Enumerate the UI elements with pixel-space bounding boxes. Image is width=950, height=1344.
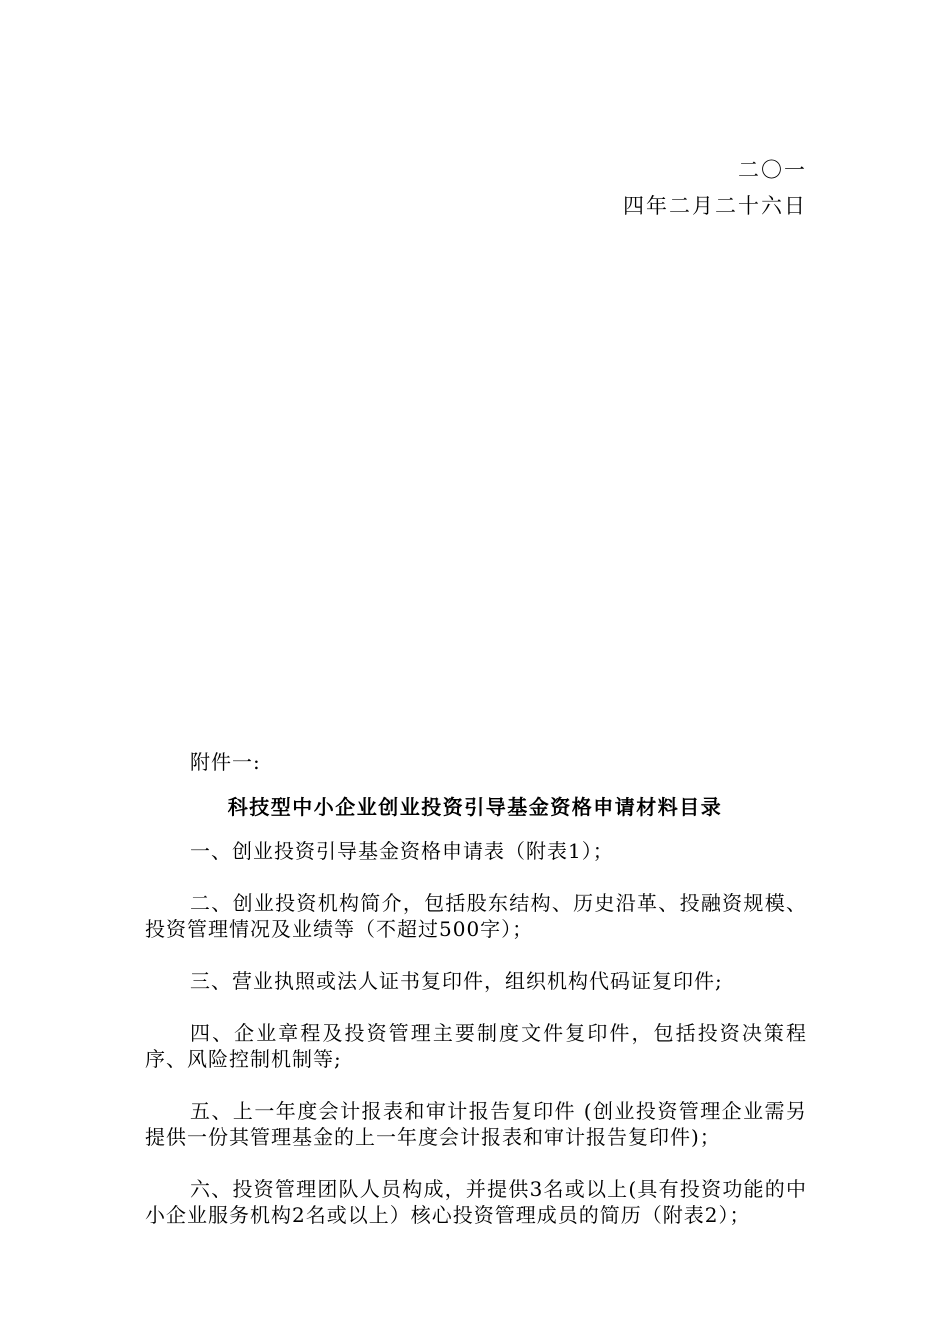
materials-list bbox=[145, 838, 807, 1254]
list-item: 二、创业投资机构简介，包括股东结构、历史沿革、投融资规模、投资管理情况及业绩等（不超过500字）； bbox=[145, 891, 807, 941]
list-item: 六、投资管理团队人员构成，并提供3名或以上(具有投资功能的中小企业服务机构2名或以上）核心投资管理成员的简历（附表2）； bbox=[145, 1177, 807, 1227]
document-title: 科技型中小企业创业投资引导基金资格申请材料目录 bbox=[227, 795, 723, 819]
attachment-label: 附件一: bbox=[190, 750, 261, 774]
list-item: 一、创业投资引导基金资格申请表（附表1）； bbox=[190, 839, 614, 863]
date-line-year-start: 二〇一 bbox=[738, 158, 807, 182]
list-item: 四、企业章程及投资管理主要制度文件复印件，包括投资决策程序、风险控制机制等; bbox=[145, 1021, 807, 1071]
date-line-rest: 四年二月二十六日 bbox=[623, 194, 807, 218]
date-block bbox=[623, 152, 807, 224]
list-item: 三、营业执照或法人证书复印件，组织机构代码证复印件; bbox=[190, 969, 723, 993]
list-item: 五、上一年度会计报表和审计报告复印件 (创业投资管理企业需另提供一份其管理基金的上一年度会计报表和审计报告复印件)； bbox=[145, 1099, 807, 1149]
